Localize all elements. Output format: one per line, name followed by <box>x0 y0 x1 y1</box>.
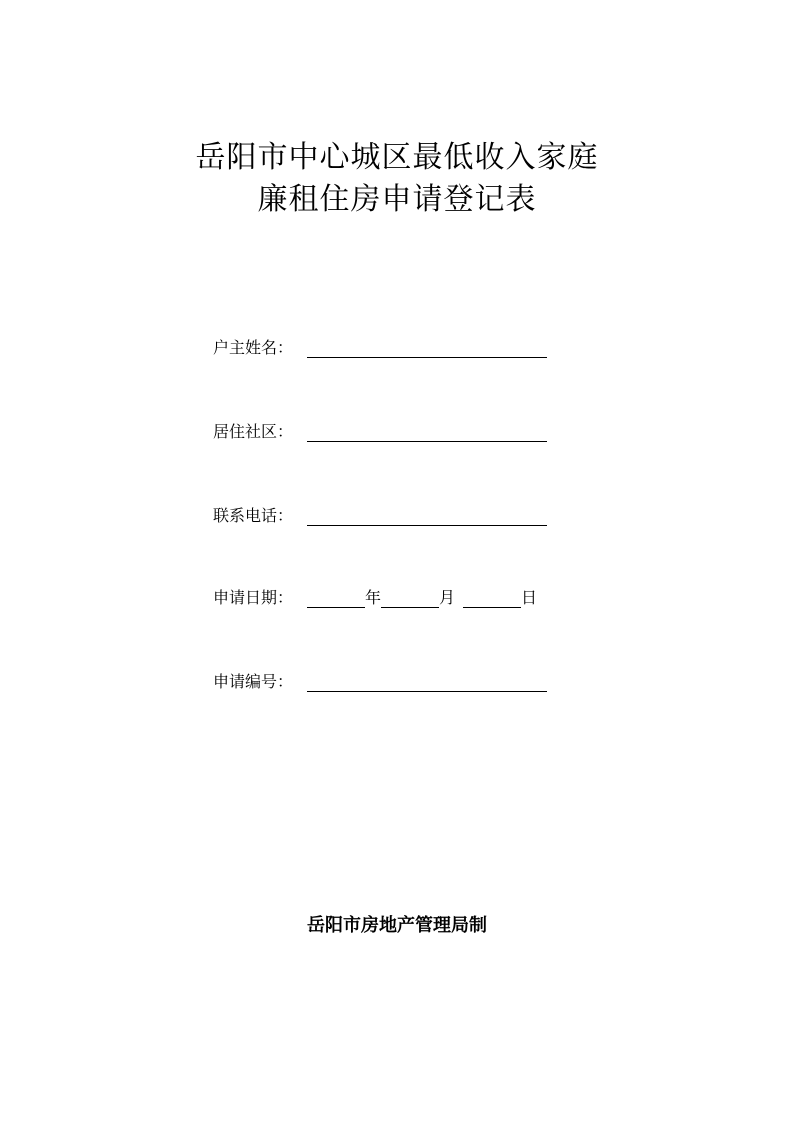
apply-number-row <box>213 668 547 692</box>
community-row <box>213 418 547 442</box>
apply-number-label: 申请编号： <box>213 672 294 691</box>
document-title-line-2: 廉租住房申请登记表 <box>257 182 537 217</box>
owner-name-label: 户主姓名： <box>213 338 294 357</box>
issuer-footer: 岳阳市房地产管理局制 <box>307 915 487 936</box>
month-unit: 月 <box>439 588 456 607</box>
phone-blank[interactable] <box>307 507 547 526</box>
community-label: 居住社区： <box>213 422 294 441</box>
year-unit: 年 <box>365 588 382 607</box>
day-unit: 日 <box>521 588 538 607</box>
phone-label: 联系电话： <box>213 506 294 525</box>
owner-name-blank[interactable] <box>307 339 547 358</box>
apply-month-blank[interactable] <box>381 589 439 608</box>
apply-number-blank[interactable] <box>307 673 547 692</box>
community-blank[interactable] <box>307 423 547 442</box>
apply-date-label: 申请日期： <box>213 588 294 607</box>
apply-day-blank[interactable] <box>463 589 521 608</box>
document-title-line-1: 岳阳市中心城区最低收入家庭 <box>195 140 599 175</box>
phone-row <box>213 502 547 526</box>
apply-date-row <box>213 584 537 608</box>
owner-name-row <box>213 334 547 358</box>
apply-year-blank[interactable] <box>307 589 365 608</box>
